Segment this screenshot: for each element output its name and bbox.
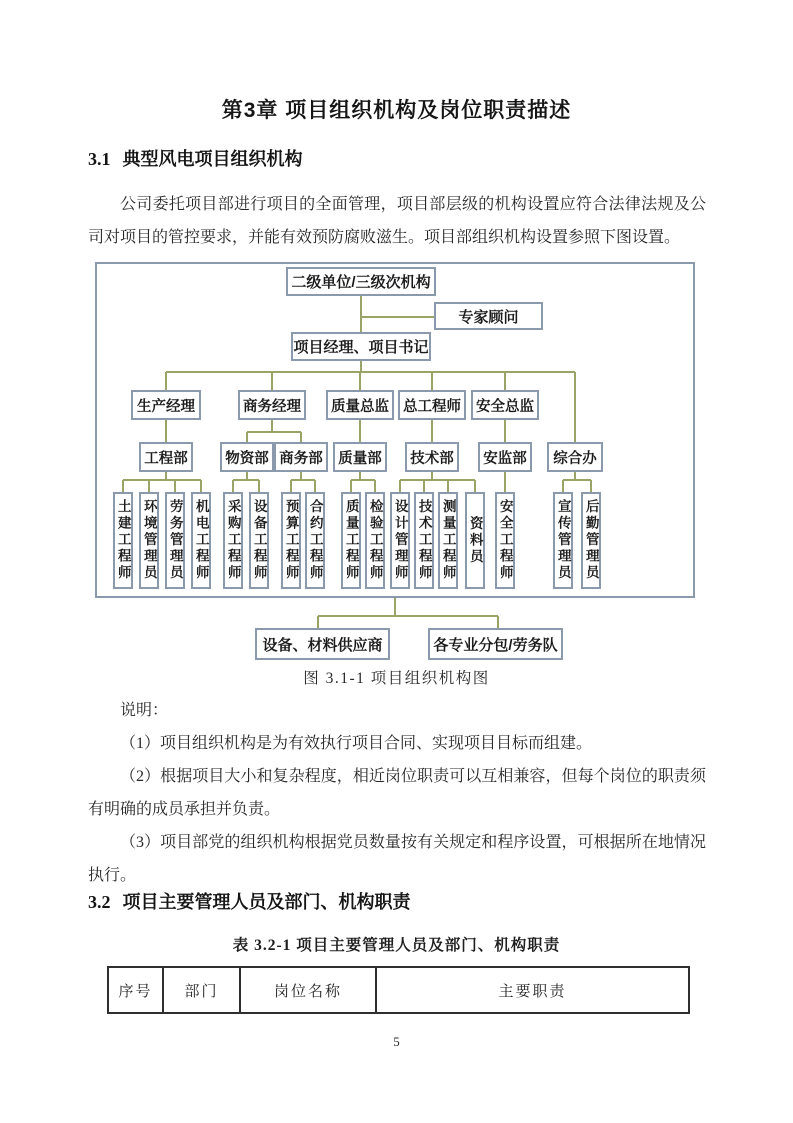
column-header-main-duties: 主要职责 [376,967,689,1013]
org-node-dept-quality: 质量部 [333,442,387,472]
note-item-2: （2）根据项目大小和复杂程度，相近岗位职责可以互相兼容，但每个岗位的职责须有明确的成员承担并负责。 [88,768,706,818]
column-header-serial-number: 序号 [108,967,163,1013]
org-node-staff-inspection-engineer: 检验工程师 [365,492,385,589]
org-node-dept-safety-supervision: 安监部 [478,442,532,472]
org-node-level3-chief-engineer: 总工程师 [398,390,466,420]
notes-block [88,694,706,892]
org-node-staff-design-manager: 设计管理师 [390,492,410,589]
org-node-staff-equipment-engineer: 设备工程师 [249,492,269,589]
section-3-2-number: 3.2 [88,892,111,912]
org-node-manager: 项目经理、项目书记 [291,332,431,361]
org-node-staff-publicity-admin: 宣传管理员 [553,492,573,589]
org-node-external-subcontractors: 各专业分包/劳务队 [428,628,563,660]
section-3-2-heading [88,888,411,914]
responsibilities-table [107,966,690,1014]
section-3-1-heading [88,145,303,171]
org-node-level3-quality-director: 质量总监 [326,390,394,420]
org-node-staff-document-clerk: 资料员 [465,492,485,589]
org-node-staff-quality-engineer: 质量工程师 [341,492,361,589]
column-header-department: 部门 [163,967,240,1013]
org-node-staff-contract-engineer: 合约工程师 [305,492,325,589]
org-node-staff-labor-admin: 劳务管理员 [165,492,185,589]
org-node-advisor: 专家顾问 [434,302,543,330]
table-header-row [108,967,689,1013]
org-node-staff-electromechanical-engineer: 机电工程师 [191,492,211,589]
org-node-staff-environment-admin: 环境管理员 [139,492,159,589]
org-node-root: 二级单位/三级次机构 [286,267,436,296]
org-chart [95,262,695,660]
org-node-staff-procurement-engineer: 采购工程师 [223,492,243,589]
org-node-dept-commerce: 商务部 [274,442,328,472]
org-node-staff-budget-engineer: 预算工程师 [281,492,301,589]
section-3-2-title: 项目主要管理人员及部门、机构职责 [122,892,411,912]
org-node-dept-materials: 物资部 [220,442,274,472]
notes-label: 说明： [120,702,169,719]
column-header-position-name: 岗位名称 [240,967,376,1013]
intro-paragraph: 公司委托项目部进行项目的全面管理，项目部层级的机构设置应符合法律法规及公司对项目的管控要求，并能有效预防腐败滋生。项目部组织机构设置参照下图设置。 [88,196,706,246]
org-node-level3-safety-director: 安全总监 [471,390,539,420]
org-node-staff-survey-engineer: 测量工程师 [438,492,458,589]
org-node-staff-logistics-admin: 后勤管理员 [581,492,601,589]
org-node-dept-technology: 技术部 [405,442,459,472]
org-node-staff-technical-engineer: 技术工程师 [414,492,434,589]
page-number: 5 [393,1034,400,1049]
org-node-staff-safety-engineer: 安全工程师 [495,492,515,589]
note-item-1: （1）项目组织机构是为有效执行项目合同、实现项目目标而组建。 [120,735,593,752]
org-node-level3-commerce-manager: 商务经理 [238,390,306,420]
section-3-1-number: 3.1 [88,149,111,169]
figure-caption: 图 3.1-1 项目组织机构图 [303,670,490,687]
org-node-level3-production-manager: 生产经理 [131,390,201,420]
org-node-external-suppliers: 设备、材料供应商 [255,628,390,660]
chapter-title: 第3章 项目组织机构及岗位职责描述 [221,99,572,122]
org-node-dept-engineering: 工程部 [139,442,193,472]
table-caption: 表 3.2-1 项目主要管理人员及部门、机构职责 [232,937,561,954]
org-node-dept-general-office: 综合办 [547,442,603,472]
section-3-1-title: 典型风电项目组织机构 [122,149,303,169]
note-item-3: （3）项目部党的组织机构根据党员数量按有关规定和程序设置，可根据所在地情况执行。 [88,834,706,884]
org-node-staff-civil-engineer: 土建工程师 [113,492,133,589]
